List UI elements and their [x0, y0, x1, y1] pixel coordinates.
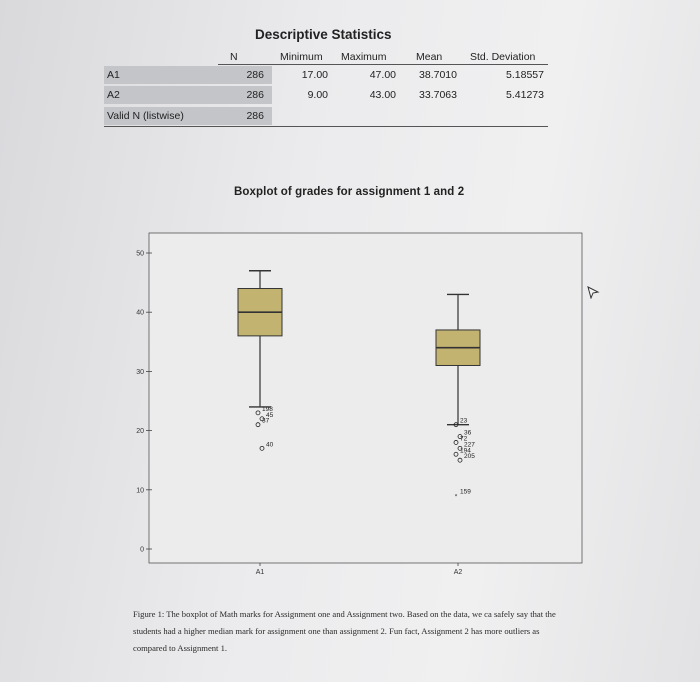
outlier-label: 36 [464, 429, 472, 437]
cell-a2-mean: 33.7063 [419, 89, 457, 101]
cell-a2-max: 43.00 [369, 89, 396, 101]
cell-a1-std: 5.18557 [506, 69, 544, 81]
cell-a1-mean: 38.7010 [419, 69, 457, 81]
plot-area [149, 233, 582, 563]
cell-a2-std: 5.41273 [506, 89, 544, 101]
x-axis-categories [256, 563, 463, 576]
col-header-minimum: Minimum [280, 51, 323, 63]
y-tick-label: 10 [136, 487, 144, 495]
y-tick-label: 0 [140, 546, 144, 554]
cell-a1-max: 47.00 [369, 69, 396, 81]
x-category-label: A1 [255, 569, 265, 576]
outlier-label: 194 [460, 447, 471, 455]
row-label-valid-n: Valid N (listwise) [104, 107, 272, 125]
y-tick-label: 40 [136, 309, 144, 317]
outlier-label: 40 [266, 441, 274, 449]
outlier-label: 45 [266, 411, 274, 419]
outlier-label: 23 [460, 417, 468, 425]
outlier-label: 159 [460, 488, 471, 496]
outlier-label: 72 [460, 435, 468, 443]
outlier-label: 37 [262, 417, 270, 425]
stats-table-title: Descriptive Statistics [255, 27, 392, 42]
cell-a2-min: 9.00 [307, 89, 328, 101]
col-header-n: N [230, 51, 238, 63]
chart-title: Boxplot of grades for assignment 1 and 2 [234, 186, 465, 198]
cell-a1-n: 286 [246, 69, 264, 81]
y-tick-label: 50 [136, 250, 144, 258]
col-header-mean: Mean [416, 51, 443, 63]
row-label-a1: A1 [104, 66, 272, 84]
cell-a1-min: 17.00 [301, 69, 328, 81]
cell-valid-n: 286 [246, 110, 264, 122]
col-header-std-deviation: Std. Deviation [470, 51, 536, 63]
y-tick-label: 30 [136, 368, 144, 376]
col-header-maximum: Maximum [341, 51, 387, 63]
extreme-outlier-marker: * [454, 493, 458, 501]
row-label-a2: A2 [104, 86, 272, 104]
outlier-label: 198 [262, 405, 273, 413]
cell-a2-n: 286 [246, 89, 264, 101]
outlier-label: 227 [464, 441, 475, 449]
x-category-label: A2 [453, 569, 463, 576]
mouse-pointer-icon [586, 285, 600, 299]
y-tick-label: 20 [136, 428, 144, 436]
figure-caption: Figure 1: The boxplot of Math marks for Assignment one and Assignment two. Based on the data, we ca safely say that the students had a higher median mark for assignment one than assignment 2. Fun fact, Assignment 2 has more outliers as compared to Assignment 1. [133, 609, 556, 653]
outlier-label: 205 [464, 453, 475, 461]
